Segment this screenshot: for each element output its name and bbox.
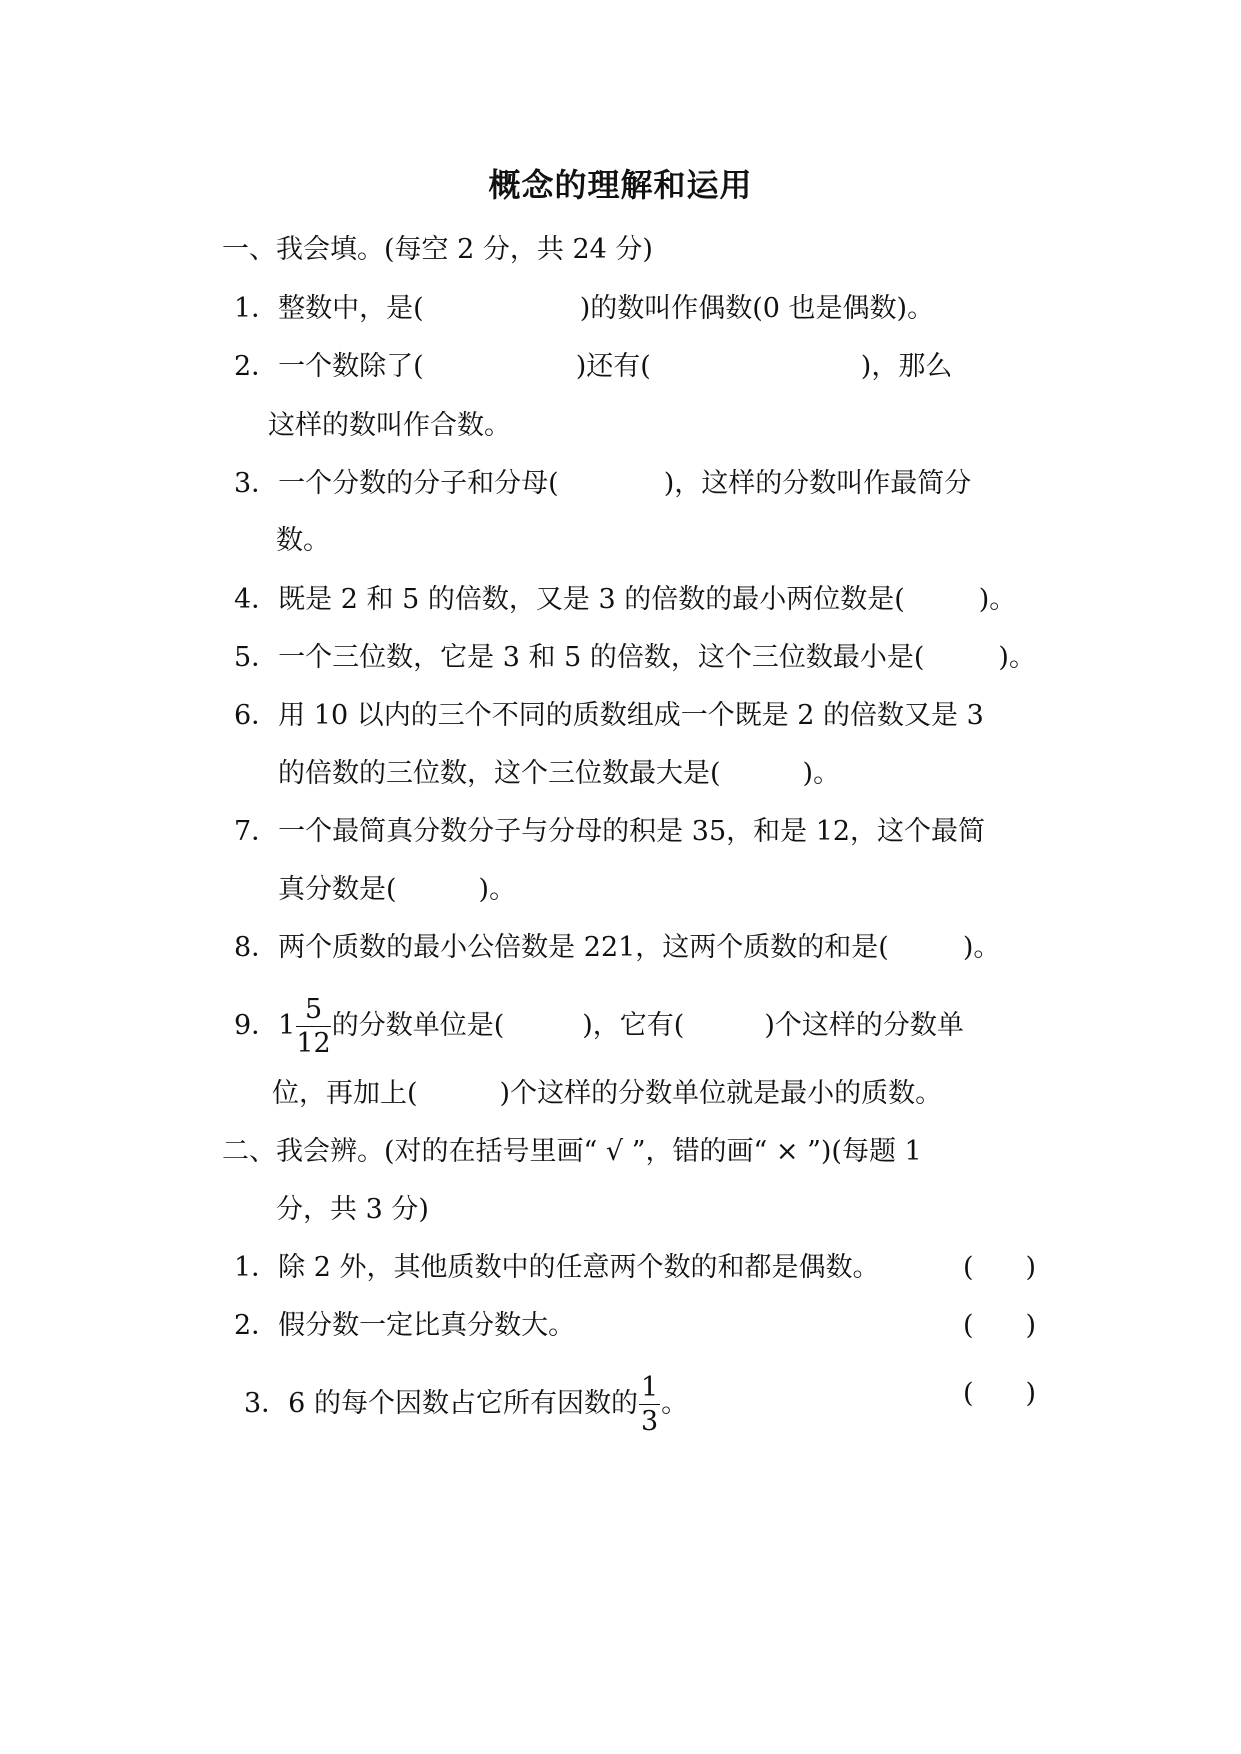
paren-open: ( <box>963 1252 974 1283</box>
question-1-8 <box>234 928 1000 968</box>
q1-9-text-b: )，它有( <box>582 1010 685 1041</box>
fraction-denominator: 12 <box>296 1028 331 1059</box>
question-1-3 <box>234 464 971 504</box>
question-1-3-cont: 数。 <box>276 525 330 556</box>
q1-7-text-b: 真分数是( <box>278 874 397 905</box>
section1-heading: 一、我会填。(每空 2 分，共 24 分) <box>222 234 653 265</box>
q1-9-prefix: 9．1 <box>234 1010 296 1041</box>
page-title: 概念的理解和运用 <box>488 166 753 204</box>
q2-3-text-b: 。 <box>661 1388 689 1419</box>
paren-close: ) <box>1025 1310 1037 1341</box>
q1-9-text-c: )个这样的分数单 <box>764 1010 964 1041</box>
mixed-fraction <box>296 996 330 1057</box>
question-2-1: 1．除 2 外，其他质数中的任意两个数的和都是偶数。 <box>234 1252 880 1283</box>
q1-9-text-e: )个这样的分数单位就是最小的质数。 <box>499 1078 943 1109</box>
question-1-4 <box>234 580 1016 620</box>
question-1-1 <box>234 289 934 329</box>
paren-close: ) <box>1025 1252 1037 1283</box>
q1-4-text-a: 4．既是 2 和 5 的倍数，又是 3 的倍数的最小两位数是( <box>234 584 905 615</box>
question-1-6-cont <box>278 754 840 794</box>
q1-5-text-b: )。 <box>998 642 1036 673</box>
fraction-numerator: 1 <box>640 1372 659 1403</box>
question-1-5 <box>234 638 1036 678</box>
q1-4-text-b: )。 <box>978 584 1017 615</box>
question-2-2: 2．假分数一定比真分数大。 <box>234 1310 576 1341</box>
q1-1-text-b: )的数叫作偶数(0 也是偶数)。 <box>579 293 935 324</box>
q1-3-text-a: 3．一个分数的分子和分母( <box>234 468 559 499</box>
q1-8-text-a: 8．两个质数的最小公倍数是 221，这两个质数的和是( <box>234 932 889 963</box>
q1-2-text-a: 2．一个数除了( <box>234 351 424 382</box>
question-1-7-cont <box>278 870 516 910</box>
fraction-numerator: 5 <box>296 996 330 1027</box>
fraction-denominator: 3 <box>640 1406 659 1437</box>
question-1-2 <box>234 347 952 387</box>
q2-3-text-a: 3．6 的每个因数占它所有因数的 <box>244 1388 638 1419</box>
section2-heading: 二、我会辨。(对的在括号里画“ √ ”，错的画“ × ”)(每题 1 <box>222 1136 922 1167</box>
fraction <box>639 1374 660 1435</box>
q1-6-text-b: 的倍数的三位数，这个三位数最大是( <box>278 758 721 789</box>
q1-9-text-a: 的分数单位是( <box>331 1010 505 1041</box>
answer-box-2-1[interactable] <box>963 1248 1036 1288</box>
q1-8-text-b: )。 <box>962 932 1001 963</box>
q1-5-text-a: 5．一个三位数，它是 3 和 5 的倍数，这个三位数最小是( <box>234 642 925 673</box>
paren-close: ) <box>1025 1378 1037 1409</box>
section2-heading-cont: 分，共 3 分) <box>276 1194 429 1225</box>
question-1-9-cont <box>272 1074 942 1114</box>
q1-3-text-b: )，这样的分数叫作最简分 <box>663 468 972 499</box>
question-1-9 <box>234 996 964 1057</box>
question-1-6: 6．用 10 以内的三个不同的质数组成一个既是 2 的倍数又是 3 <box>234 700 984 731</box>
q1-6-text-c: )。 <box>802 758 841 789</box>
q1-2-text-c: )，那么 <box>860 351 953 382</box>
q1-1-text-a: 1．整数中，是( <box>234 293 424 324</box>
paren-open: ( <box>963 1378 974 1409</box>
answer-box-2-2[interactable] <box>963 1306 1036 1346</box>
paren-open: ( <box>963 1310 974 1341</box>
question-2-3 <box>244 1374 688 1435</box>
q1-7-text-c: )。 <box>478 874 517 905</box>
answer-box-2-3[interactable] <box>963 1374 1036 1414</box>
q1-9-text-d: 位，再加上( <box>272 1078 418 1109</box>
question-1-2-cont: 这样的数叫作合数。 <box>268 410 511 441</box>
q1-2-text-b: )还有( <box>575 351 651 382</box>
question-1-7: 7．一个最简真分数分子与分母的积是 35，和是 12，这个最简 <box>234 816 986 847</box>
